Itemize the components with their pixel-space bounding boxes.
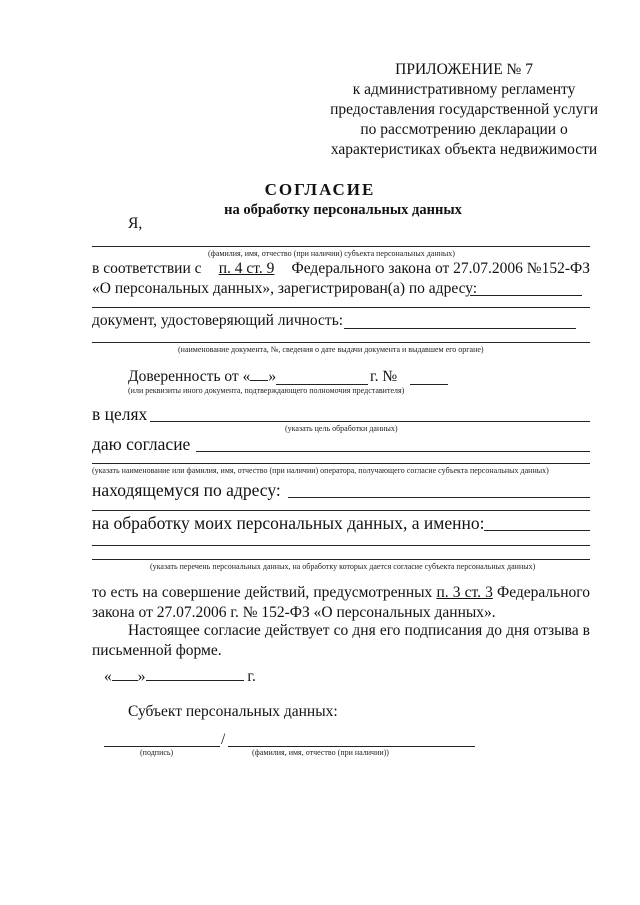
document-title: СОГЛАСИЕ	[264, 180, 376, 199]
purpose-label: в целях	[92, 404, 148, 424]
fio-caption: (фамилия, имя, отчество (при наличии) субъекта персональных данных)	[208, 249, 455, 258]
law-text: Федерального закона от 27.07.2006 №152-ФЗ	[291, 260, 590, 277]
consent-label: даю согласие	[92, 434, 191, 454]
law-line-2: «О персональных данных», зарегистрирован(а) по адресу:	[92, 280, 478, 297]
operator-address-field[interactable]	[288, 497, 590, 498]
law-text: в соответствии с	[92, 260, 202, 277]
personal-data-field-2[interactable]	[92, 545, 590, 546]
signature-fio-field[interactable]	[228, 746, 475, 747]
signature-fio-caption: (фамилия, имя, отчество (при наличии))	[252, 748, 389, 757]
signature-caption: (подпись)	[140, 748, 174, 757]
validity-paragraph: Настоящее согласие действует со дня его подписания до дня отзыва в письменной форме.	[92, 622, 590, 659]
header-line: к административному регламенту	[352, 81, 576, 98]
id-document-caption: (наименование документа, №, сведения о дате выдачи документа и выдавшем его органе)	[178, 345, 484, 354]
operator-field-2[interactable]	[92, 463, 590, 464]
purpose-caption: (указать цель обработки данных)	[285, 424, 398, 433]
ya-label: Я,	[128, 215, 143, 232]
actions-paragraph: то есть на совершение действий, предусмотренных п. 3 ст. 3 Федерального закона от 27.07.2006 г. № 152-ФЗ «О персональных данных».	[92, 584, 590, 621]
power-date-field[interactable]	[276, 384, 368, 385]
id-document-field[interactable]	[344, 328, 576, 329]
document-subtitle: на обработку персональных данных	[224, 202, 462, 218]
header-line: характеристиках объекта недвижимости	[330, 141, 598, 158]
personal-data-field[interactable]	[484, 530, 590, 531]
law-reference-link-2[interactable]: п. 3 ст. 3	[436, 584, 493, 601]
personal-data-caption: (указать перечень персональных данных, на обработку которых дается согласие субъекта персональных данных)	[150, 562, 536, 571]
purpose-field[interactable]	[150, 421, 590, 422]
power-of-attorney-label: Доверенность от « »	[128, 368, 277, 385]
id-document-label: документ, удостоверяющий личность:	[92, 312, 344, 329]
header-block	[330, 60, 598, 160]
power-number-label: г. №	[370, 368, 398, 385]
signature-field[interactable]	[104, 746, 220, 747]
fio-line[interactable]	[92, 246, 590, 247]
operator-field[interactable]	[196, 451, 590, 452]
processing-label: на обработку моих персональных данных, а именно:	[92, 513, 485, 533]
address-field-2[interactable]	[92, 307, 590, 308]
law-line-1	[92, 260, 590, 278]
appendix-number: ПРИЛОЖЕНИЕ № 7	[395, 61, 533, 78]
power-number-field[interactable]	[410, 384, 448, 385]
operator-address-label: находящемуся по адресу:	[92, 480, 281, 500]
operator-address-field-2[interactable]	[92, 510, 590, 511]
personal-data-field-3[interactable]	[92, 559, 590, 560]
subject-label: Субъект персональных данных:	[128, 703, 338, 720]
date-line: « » г.	[104, 668, 256, 685]
header-line: по рассмотрению декларации о	[360, 121, 568, 138]
operator-caption: (указать наименование или фамилия, имя, отчество (при наличии) оператора, получающего согласие субъекта персональных данных)	[92, 466, 549, 475]
power-caption: (или реквизиты иного документа, подтверждающего полномочия представителя)	[128, 386, 405, 395]
slash: /	[221, 731, 226, 748]
id-document-field-2[interactable]	[92, 342, 590, 343]
address-field[interactable]	[470, 295, 582, 296]
law-reference-link[interactable]: п. 4 ст. 9	[218, 260, 275, 277]
header-line: предоставления государственной услуги	[330, 101, 598, 118]
